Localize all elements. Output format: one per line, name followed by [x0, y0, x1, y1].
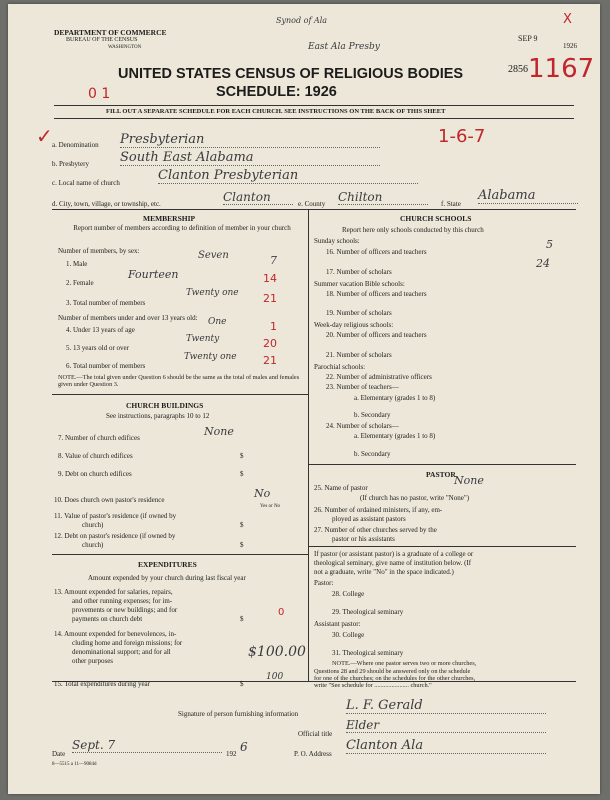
asst-pastor-label: Assistant pastor:: [314, 620, 361, 628]
q15-value: 100: [266, 672, 284, 682]
local-name-value: Clanton Presbyterian: [158, 168, 418, 184]
q7-label: 7. Number of church edifices: [58, 434, 140, 442]
q5-label: 5. 13 years old or over: [66, 344, 129, 352]
received-stamp-year: 1926: [563, 42, 577, 50]
q5-number: 20: [263, 337, 277, 350]
q27-label-1: 27. Number of other churches served by the: [314, 526, 437, 534]
expenditures-title: EXPENDITURES: [138, 560, 197, 569]
state-label: f. State: [441, 200, 461, 208]
po-address-value: Clanton Ala: [346, 738, 546, 754]
sunday-label: Sunday schools:: [314, 237, 360, 245]
year-label: 192: [226, 750, 237, 758]
q17-value: 24: [536, 257, 550, 270]
q26-label-1: 26. Number of ordained ministers, if any, em-: [314, 506, 443, 514]
q13-label-1: 13. Amount expended for salaries, repairs,: [54, 588, 173, 596]
q24a-label: a. Elementary (grades 1 to 8): [354, 432, 436, 440]
red-x-mark: X: [563, 12, 572, 27]
q18-label: 18. Number of officers and teachers: [326, 290, 427, 298]
q14-label-3: denominational support; and for all: [72, 648, 171, 656]
q3-label: 3. Total number of members: [66, 299, 146, 307]
q8-dollar: $: [240, 452, 244, 460]
by-sex-label: Number of members, by sex:: [58, 247, 140, 255]
grad-line-2: theological seminary, give name of institution below. (If: [314, 559, 472, 567]
form-number: 8—5515 a 11—9084d: [52, 762, 97, 767]
q13-label-2: and other running expenses; for im-: [72, 597, 173, 605]
buildings-title: CHURCH BUILDINGS: [126, 401, 204, 410]
parochial-label: Parochial schools:: [314, 363, 366, 371]
rule: [52, 554, 308, 555]
q25-note: (If church has no pastor, write "None"): [360, 494, 470, 502]
q9-label: 9. Debt on church edifices: [58, 470, 132, 478]
q29-label: 29. Theological seminary: [332, 608, 404, 616]
signature-value: L. F. Gerald: [346, 698, 546, 714]
q21-label: 21. Number of scholars: [326, 351, 392, 359]
pastor-sub-label: Pastor:: [314, 579, 334, 587]
red-code: 0 1: [88, 86, 111, 102]
rule: [52, 394, 308, 395]
city-label: d. City, town, village, or township, etc.: [52, 200, 161, 208]
q16-value: 5: [546, 238, 553, 251]
q6-number: 21: [263, 354, 277, 367]
denomination-value: Presbyterian: [120, 132, 380, 148]
red-number: 1167: [528, 54, 595, 84]
membership-intro: Report number of members according to definition of member in your church: [73, 224, 291, 232]
q14-label-2: cluding home and foreign missions; for: [72, 639, 183, 647]
q2-number: 14: [263, 272, 277, 285]
bureau-name: BUREAU OF THE CENSUS: [66, 37, 138, 43]
denomination-label: a. Denomination: [52, 141, 99, 149]
q15-label: 15. Total expenditures during year: [54, 680, 150, 688]
membership-title: MEMBERSHIP: [143, 214, 196, 223]
rule: [54, 105, 574, 106]
q14-label-4: other purposes: [72, 657, 114, 665]
q4-label: 4. Under 13 years of age: [66, 326, 135, 334]
q6-label: 6. Total number of members: [66, 362, 146, 370]
q2-label: 2. Female: [66, 279, 94, 287]
dept-name: DEPARTMENT OF COMMERCE: [54, 28, 167, 37]
q4-word: One: [208, 317, 227, 327]
grad-line-3: not a graduate, write "No" in the space indicated.): [314, 568, 454, 576]
q12-label-cont: church): [82, 541, 104, 549]
q14-label-1: 14. Amount expended for benevolences, in-: [54, 630, 177, 638]
signature-label: Signature of person furnishing information: [178, 710, 299, 718]
q19-label: 19. Number of scholars: [326, 309, 392, 317]
q22-label: 22. Number of administrative officers: [326, 373, 432, 381]
q30-label: 30. College: [332, 631, 365, 639]
q7-value: None: [204, 425, 234, 438]
rule: [308, 546, 576, 547]
pastor-note-3: for one of the churches; on the schedules for the other churches,: [314, 675, 476, 682]
q5-word: Twenty: [186, 334, 220, 344]
q15-dollar: $: [240, 680, 244, 688]
date-value: Sept. 7: [72, 738, 222, 753]
q9-dollar: $: [240, 470, 244, 478]
census-schedule-page: [8, 4, 600, 794]
q13-value: 0: [278, 607, 285, 618]
pastor-note-2: Questions 28 and 29 should be answered only on the schedule: [314, 668, 471, 675]
q12-label: 12. Debt on pastor's residence (if owned by: [54, 532, 176, 540]
instruction-line: FILL OUT A SEPARATE SCHEDULE FOR EACH CHURCH. SEE INSTRUCTIONS ON THE BACK OF THIS SHEET: [106, 108, 446, 115]
q1-word: Seven: [198, 250, 229, 261]
q13-dollar: $: [240, 615, 244, 623]
q25-value: None: [454, 474, 484, 487]
stamp-number: 2856: [508, 64, 528, 75]
q23b-label: b. Secondary: [354, 411, 391, 419]
presbytery-label: b. Presbytery: [52, 160, 89, 168]
q20-label: 20. Number of officers and teachers: [326, 331, 427, 339]
q27-label-2: pastor or his assistants: [332, 535, 395, 543]
presbytery-value: South East Alabama: [120, 150, 380, 166]
city-value: Clanton: [223, 190, 293, 205]
q1-label: 1. Male: [66, 260, 88, 268]
weekday-label: Week-day religious schools:: [314, 321, 394, 329]
county-label: e. County: [298, 200, 326, 208]
schools-intro: Report here only schools conducted by this church: [342, 226, 484, 234]
schools-title: CHURCH SCHOOLS: [400, 214, 472, 223]
rule: [52, 209, 576, 210]
local-name-label: c. Local name of church: [52, 179, 120, 187]
buildings-see: See instructions, paragraphs 10 to 12: [106, 412, 210, 420]
form-title: UNITED STATES CENSUS OF RELIGIOUS BODIES: [118, 66, 464, 82]
received-stamp-date: SEP 9: [518, 34, 538, 43]
rule: [54, 118, 574, 119]
bureau-city: WASHINGTON: [108, 45, 142, 50]
yes-no-hint: Yes or No: [260, 504, 281, 509]
red-check-mark: ✓: [36, 124, 53, 148]
q14-value: $100.00: [248, 644, 306, 660]
q11-label-cont: church): [82, 521, 104, 529]
under-over-label: Number of members under and over 13 years old:: [58, 314, 198, 322]
pastor-note-1: NOTE.—Where one pastor serves two or more churches,: [332, 660, 477, 667]
pastor-title: PASTOR: [426, 470, 456, 479]
q13-label-3: provements or new buildings; and for: [72, 606, 178, 614]
q6-word: Twenty one: [184, 352, 237, 362]
q10-value: No: [254, 487, 271, 500]
q12-dollar: $: [240, 541, 244, 549]
expenditures-intro: Amount expended by your church during last fiscal year: [88, 574, 246, 582]
handwritten-synod: Synod of Ala: [276, 16, 328, 25]
q31-label: 31. Theological seminary: [332, 649, 404, 657]
q23-label: 23. Number of teachers—: [326, 383, 399, 391]
form-subtitle: SCHEDULE: 1926: [216, 84, 337, 100]
red-code-2: 1-6-7: [438, 126, 486, 147]
q1-number: 7: [270, 254, 277, 267]
date-label: Date: [52, 750, 66, 758]
handwritten-presbytery-note: East Ala Presby: [308, 42, 380, 52]
q11-label: 11. Value of pastor's residence (if owned by: [54, 512, 177, 520]
q4-number: 1: [270, 320, 277, 333]
q8-label: 8. Value of church edifices: [58, 452, 133, 460]
rule: [308, 464, 576, 465]
q13-label-4: payments on church debt: [72, 615, 143, 623]
official-title-label: Official title: [298, 730, 333, 738]
q24b-label: b. Secondary: [354, 450, 391, 458]
q11-dollar: $: [240, 521, 244, 529]
membership-note: NOTE.—The total given under Question 6 should be the same as the total of males and females given under Question 3.: [58, 374, 300, 388]
state-value: Alabama: [478, 188, 578, 204]
q28-label: 28. College: [332, 590, 365, 598]
q3-number: 21: [263, 292, 277, 305]
year-value: 6: [240, 740, 248, 754]
pastor-note-4: write "See schedule for ...................... church.": [314, 682, 432, 689]
column-divider: [308, 209, 309, 681]
q24-label: 24. Number of scholars—: [326, 422, 399, 430]
q26-label-2: ployed as assistant pastors: [332, 515, 406, 523]
summer-label: Summer vacation Bible schools:: [314, 280, 405, 288]
county-value: Chilton: [338, 190, 428, 205]
q25-label: 25. Name of pastor: [314, 484, 368, 492]
official-title-value: Elder: [346, 718, 546, 733]
q17-label: 17. Number of scholars: [326, 268, 392, 276]
q10-label: 10. Does church own pastor's residence: [54, 496, 165, 504]
q3-word: Twenty one: [186, 288, 239, 298]
q2-word: Fourteen: [128, 268, 179, 281]
grad-line-1: If pastor (or assistant pastor) is a graduate of a college or: [314, 550, 474, 558]
q23a-label: a. Elementary (grades 1 to 8): [354, 394, 436, 402]
q16-label: 16. Number of officers and teachers: [326, 248, 427, 256]
po-address-label: P. O. Address: [294, 750, 332, 758]
